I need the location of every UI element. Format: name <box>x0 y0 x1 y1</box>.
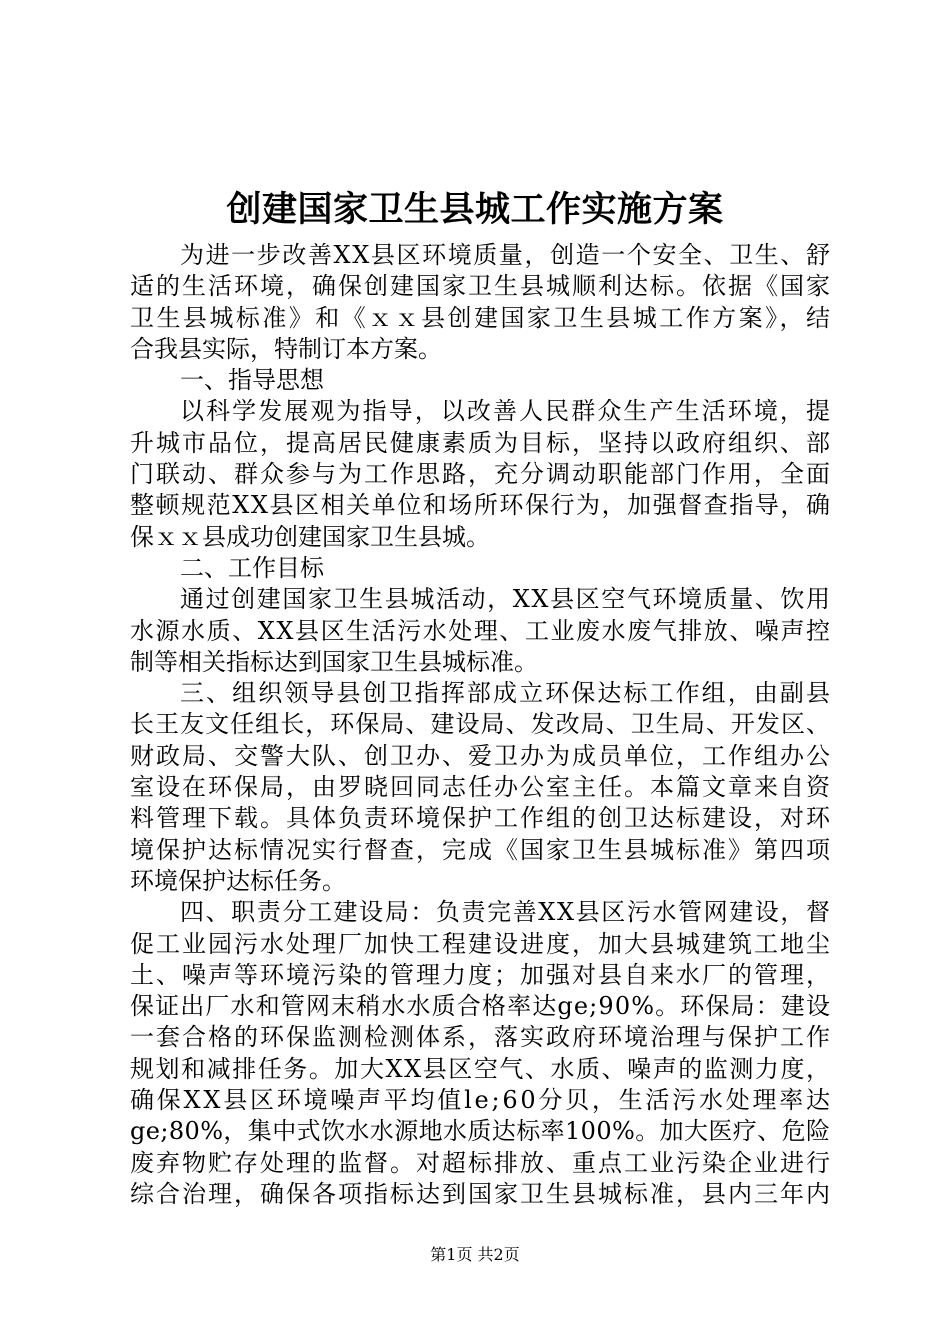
text-line: 规划和减排任务。加大XX县区空气、水质、噪声的监测力度， <box>130 1054 832 1083</box>
document-title: 创建国家卫生县城工作实施方案 <box>226 189 724 230</box>
page-footer: 第1页 共2页 <box>430 1245 520 1264</box>
text-line: 卫生县城标准》和《ｘｘ县创建国家卫生县城工作方案》，结 <box>130 303 833 332</box>
text-line: 室设在环保局，由罗晓回同志任办公室主任。本篇文章来自资 <box>130 773 832 802</box>
text-line: 境保护达标情况实行督查，完成《国家卫生县城标准》第四项 <box>130 835 832 864</box>
text-line: 综合治理，确保各项指标达到国家卫生县城标准，县内三年内 <box>130 1179 832 1208</box>
text-line: 财政局、交警大队、创卫办、爱卫办为成员单位，工作组办公 <box>130 741 832 770</box>
text-line: 整顿规范XX县区相关单位和场所环保行为，加强督查指导，确 <box>130 491 832 520</box>
text-line: 门联动、群众参与为工作思路，充分调动职能部门作用，全面 <box>130 460 832 489</box>
text-line: 合我县实际，特制订本方案。 <box>130 334 442 363</box>
section-heading: 二、工作目标 <box>180 553 324 582</box>
text-line: 确保XX县区环境噪声平均值le;60分贝，生活污水处理率达 <box>130 1086 833 1115</box>
text-line: 土、噪声等环境污染的管理力度；加强对县自来水厂的管理， <box>130 960 832 989</box>
text-line: ge;80%，集中式饮水水源地水质达标率100%。加大医疗、危险 <box>130 1117 831 1146</box>
text-line: 为进一步改善XX县区环境质量，创造一个安全、卫生、舒 <box>180 241 832 269</box>
text-line: 通过创建国家卫生县城活动，XX县区空气环境质量、饮用 <box>180 585 832 614</box>
text-line: 升城市品位，提高居民健康素质为目标，坚持以政府组织、部 <box>130 428 832 457</box>
text-line: 料管理下载。具体负责环境保护工作组的创卫达标建设，对环 <box>130 804 832 833</box>
text-line: 一套合格的环保监测检测体系，落实政府环境治理与保护工作 <box>130 1023 832 1052</box>
text-line: 三、组织领导县创卫指挥部成立环保达标工作组，由副县 <box>180 679 833 708</box>
document-body <box>130 240 833 1210</box>
section-heading: 一、指导思想 <box>180 366 324 395</box>
text-line: 适的生活环境，确保创建国家卫生县城顺利达标。依据《国家 <box>130 272 832 301</box>
text-line: 促工业园污水处理厂加快工程建设进度，加大县城建筑工地尘 <box>130 929 832 958</box>
text-line: 制等相关指标达到国家卫生县城标准。 <box>130 647 538 676</box>
text-line: 长王友文任组长，环保局、建设局、发改局、卫生局、开发区、 <box>130 710 832 739</box>
text-line: 保ｘｘ县成功创建国家卫生县城。 <box>130 522 490 551</box>
text-line: 以科学发展观为指导，以改善人民群众生产生活环境，提 <box>180 397 833 426</box>
text-line: 水源水质、XX县区生活污水处理、工业废水废气排放、噪声控 <box>130 616 832 645</box>
text-line: 保证出厂水和管网末稍水水质合格率达ge;90%。环保局：建设 <box>130 992 832 1021</box>
text-line: 环境保护达标任务。 <box>130 866 346 895</box>
text-line: 四、职责分工建设局：负责完善XX县区污水管网建设，督 <box>180 898 832 927</box>
text-line: 废弃物贮存处理的监督。对超标排放、重点工业污染企业进行 <box>130 1148 832 1177</box>
